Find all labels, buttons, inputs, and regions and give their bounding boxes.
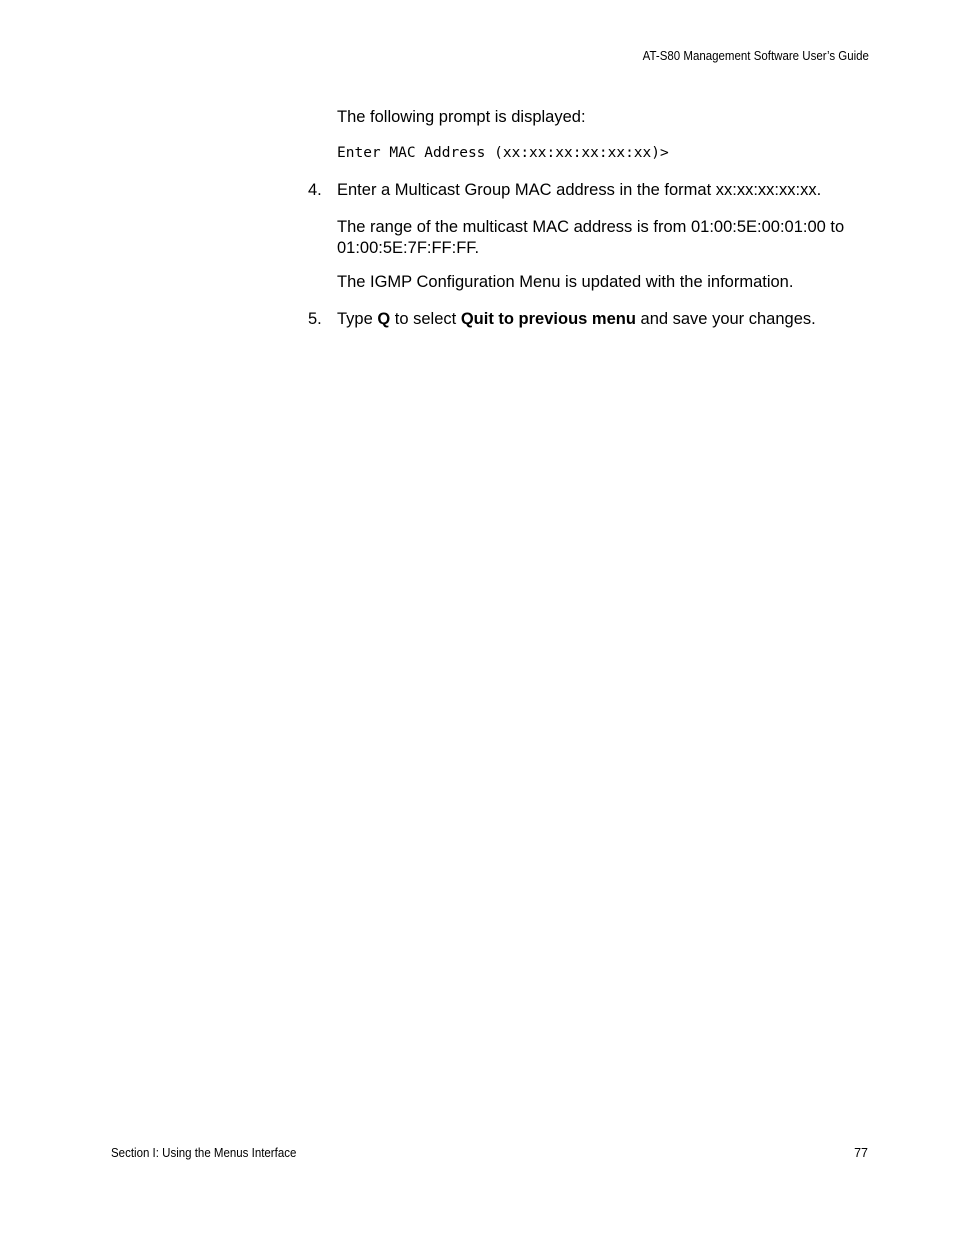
updated-text: The IGMP Configuration Menu is updated with the information. xyxy=(337,273,794,291)
step-5-key: Q xyxy=(377,310,391,328)
step-4-number: 4. xyxy=(308,181,322,199)
step-5-number: 5. xyxy=(308,310,322,328)
step-5-suffix: and save your changes. xyxy=(635,310,816,328)
range-text-line2: 01:00:5E:7F:FF:FF. xyxy=(337,239,480,257)
prompt-code: Enter MAC Address (xx:xx:xx:xx:xx:xx)> xyxy=(337,145,669,161)
prompt-intro: The following prompt is displayed: xyxy=(337,108,586,126)
step-5-middle: to select xyxy=(390,310,461,328)
page-number: 77 xyxy=(854,1146,868,1160)
range-text xyxy=(337,217,877,259)
step-4 xyxy=(308,180,877,201)
step-4-text: Enter a Multicast Group MAC address in the format xx:xx:xx:xx:xx. xyxy=(337,181,822,199)
page-content xyxy=(308,107,877,330)
footer-section: Section I: Using the Menus Interface xyxy=(111,1146,297,1160)
range-text-line1: The range of the multicast MAC address is from 01:00:5E:00:01:00 to xyxy=(337,218,845,236)
step-5 xyxy=(308,309,877,330)
step-5-option: Quit to previous menu xyxy=(460,310,636,328)
step-5-prefix: Type xyxy=(337,310,378,328)
running-header: AT-S80 Management Software User’s Guide xyxy=(642,49,869,63)
